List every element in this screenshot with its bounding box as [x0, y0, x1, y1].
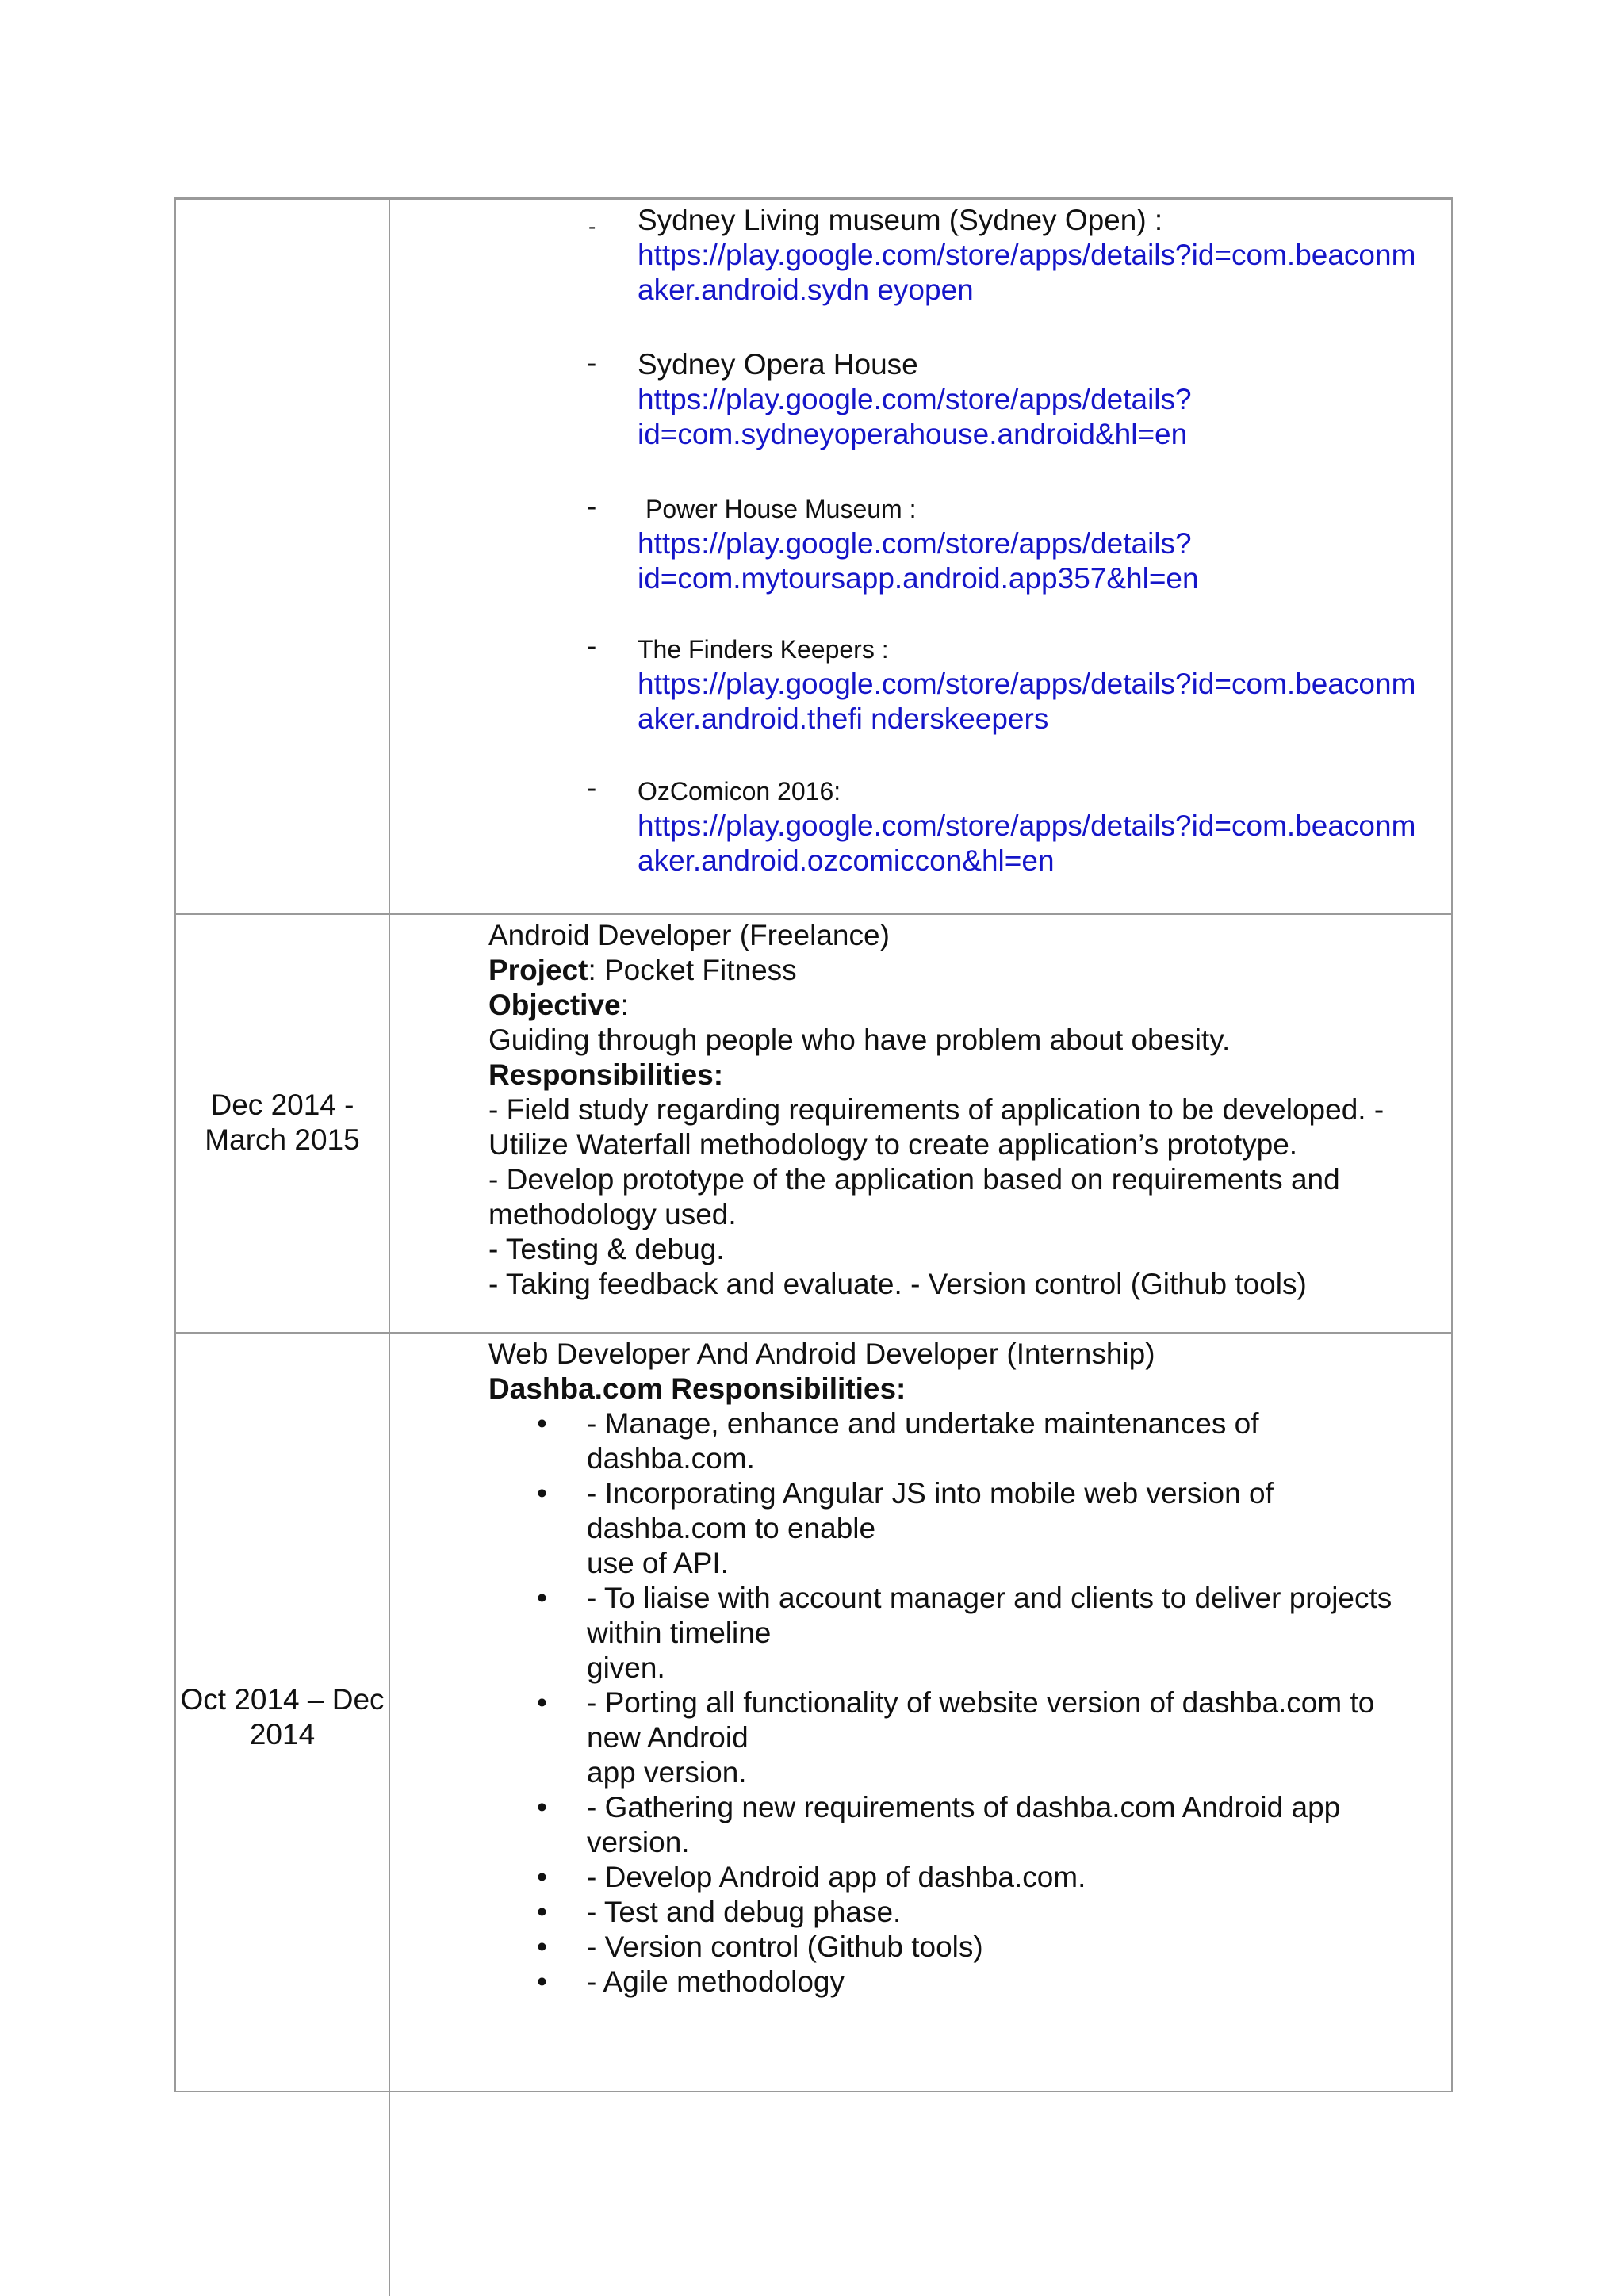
bullet-line: - Version control (Github tools) — [587, 1931, 983, 1963]
bullet-line: - Develop Android app of dashba.com. — [587, 1861, 1086, 1893]
bullet-icon: • — [537, 1686, 547, 1719]
list-dash: - — [587, 629, 597, 662]
responsibility-line: - Field study regarding requirements of application to be developed. - — [488, 1093, 1385, 1126]
date-start: Oct 2014 – Dec — [180, 1683, 385, 1716]
job-title: Android Developer (Freelance) — [488, 919, 890, 951]
app-name: Sydney Opera House — [638, 348, 918, 381]
list-dash: - — [588, 214, 596, 239]
bullet-icon: • — [537, 1861, 547, 1893]
responsibilities-heading: Responsibilities: — [488, 1058, 724, 1091]
app-name: Power House Museum : — [645, 495, 917, 523]
date-end: March 2015 — [205, 1123, 360, 1156]
bullet-icon: • — [537, 1477, 547, 1510]
bullet-icon: • — [537, 1931, 547, 1963]
bullet-line: dashba.com to enable — [587, 1512, 876, 1544]
app-link[interactable]: https://play.google.com/store/apps/details?id=com.beaconm — [638, 239, 1416, 271]
app-link[interactable]: id=com.sydneyoperahouse.android&hl=en — [638, 418, 1188, 450]
app-name: Sydney Living museum (Sydney Open) : — [638, 204, 1163, 236]
app-link[interactable]: aker.android.ozcomiccon&hl=en — [638, 844, 1055, 877]
objective-text: Guiding through people who have problem about obesity. — [488, 1024, 1231, 1056]
project-value: : Pocket Fitness — [588, 954, 797, 986]
date-range — [176, 1088, 389, 1158]
bullet-line: - To liaise with account manager and clients to deliver projects — [587, 1582, 1392, 1614]
objective-colon: : — [620, 989, 629, 1021]
bullet-line: version. — [587, 1826, 690, 1858]
responsibility-line: - Taking feedback and evaluate. - Version control (Github tools) — [488, 1268, 1307, 1300]
bullet-line: given. — [587, 1651, 665, 1684]
app-name: The Finders Keepers : — [638, 635, 889, 664]
date-range — [176, 1682, 389, 1752]
bullet-line: - Agile methodology — [587, 1965, 845, 1998]
app-link[interactable]: https://play.google.com/store/apps/details?id=com.beaconm — [638, 668, 1416, 700]
responsibility-line: Utilize Waterfall methodology to create application’s prototype. — [488, 1128, 1298, 1161]
app-link[interactable]: id=com.mytoursapp.android.app357&hl=en — [638, 562, 1199, 595]
app-link[interactable]: https://play.google.com/store/apps/details?id=com.beaconm — [638, 809, 1416, 842]
app-item-ozcomicon — [638, 774, 1446, 878]
bullet-line: app version. — [587, 1756, 747, 1789]
table-row-freelance — [176, 913, 1451, 1332]
app-link[interactable]: https://play.google.com/store/apps/details? — [638, 383, 1192, 415]
bullet-line: - Manage, enhance and undertake maintenances of — [587, 1407, 1259, 1440]
table-row-internship — [176, 1332, 1451, 2091]
app-name: OzComicon 2016: — [638, 777, 841, 806]
experience-table — [174, 197, 1453, 2092]
list-dash: - — [587, 490, 597, 522]
list-dash: - — [587, 771, 597, 804]
responsibility-line: - Testing & debug. — [488, 1233, 725, 1265]
bullet-icon: • — [537, 1582, 547, 1614]
bullet-icon: • — [537, 1407, 547, 1440]
objective-label: Objective — [488, 989, 621, 1021]
responsibility-line: methodology used. — [488, 1198, 737, 1230]
list-dash: - — [587, 346, 597, 379]
app-item-sydney-opera-house — [638, 347, 1446, 452]
responsibility-line: - Develop prototype of the application based on requirements and — [488, 1163, 1340, 1196]
company-heading: Dashba.com Responsibilities: — [488, 1372, 906, 1405]
bullet-line: - Porting all functionality of website version of dashba.com to — [587, 1686, 1375, 1719]
app-link[interactable]: aker.android.thefi nderskeepers — [638, 702, 1049, 735]
app-item-sydney-living-museum — [638, 203, 1446, 308]
bullet-icon: • — [537, 1896, 547, 1928]
project-label: Project — [488, 954, 588, 986]
app-item-finders-keepers — [638, 632, 1446, 737]
job-title: Web Developer And Android Developer (Internship) — [488, 1337, 1155, 1370]
app-item-power-house-museum — [638, 492, 1446, 596]
app-link[interactable]: https://play.google.com/store/apps/details? — [638, 527, 1192, 560]
objective-line — [488, 988, 629, 1023]
bullet-line: new Android — [587, 1721, 749, 1754]
project-line — [488, 953, 797, 988]
table-row-apps — [176, 198, 1451, 913]
bullet-line: - Test and debug phase. — [587, 1896, 902, 1928]
bullet-line: use of API. — [587, 1547, 729, 1579]
bullet-line: dashba.com. — [587, 1442, 755, 1475]
bullet-icon: • — [537, 1791, 547, 1823]
bullet-line: within timeline — [587, 1617, 772, 1649]
date-start: Dec 2014 - — [210, 1089, 354, 1121]
bullet-line: - Incorporating Angular JS into mobile web version of — [587, 1477, 1274, 1510]
date-end: 2014 — [249, 1718, 316, 1751]
bullet-icon: • — [537, 1965, 547, 1998]
app-link[interactable]: aker.android.sydn eyopen — [638, 274, 974, 306]
bullet-line: - Gathering new requirements of dashba.com Android app — [587, 1791, 1341, 1823]
